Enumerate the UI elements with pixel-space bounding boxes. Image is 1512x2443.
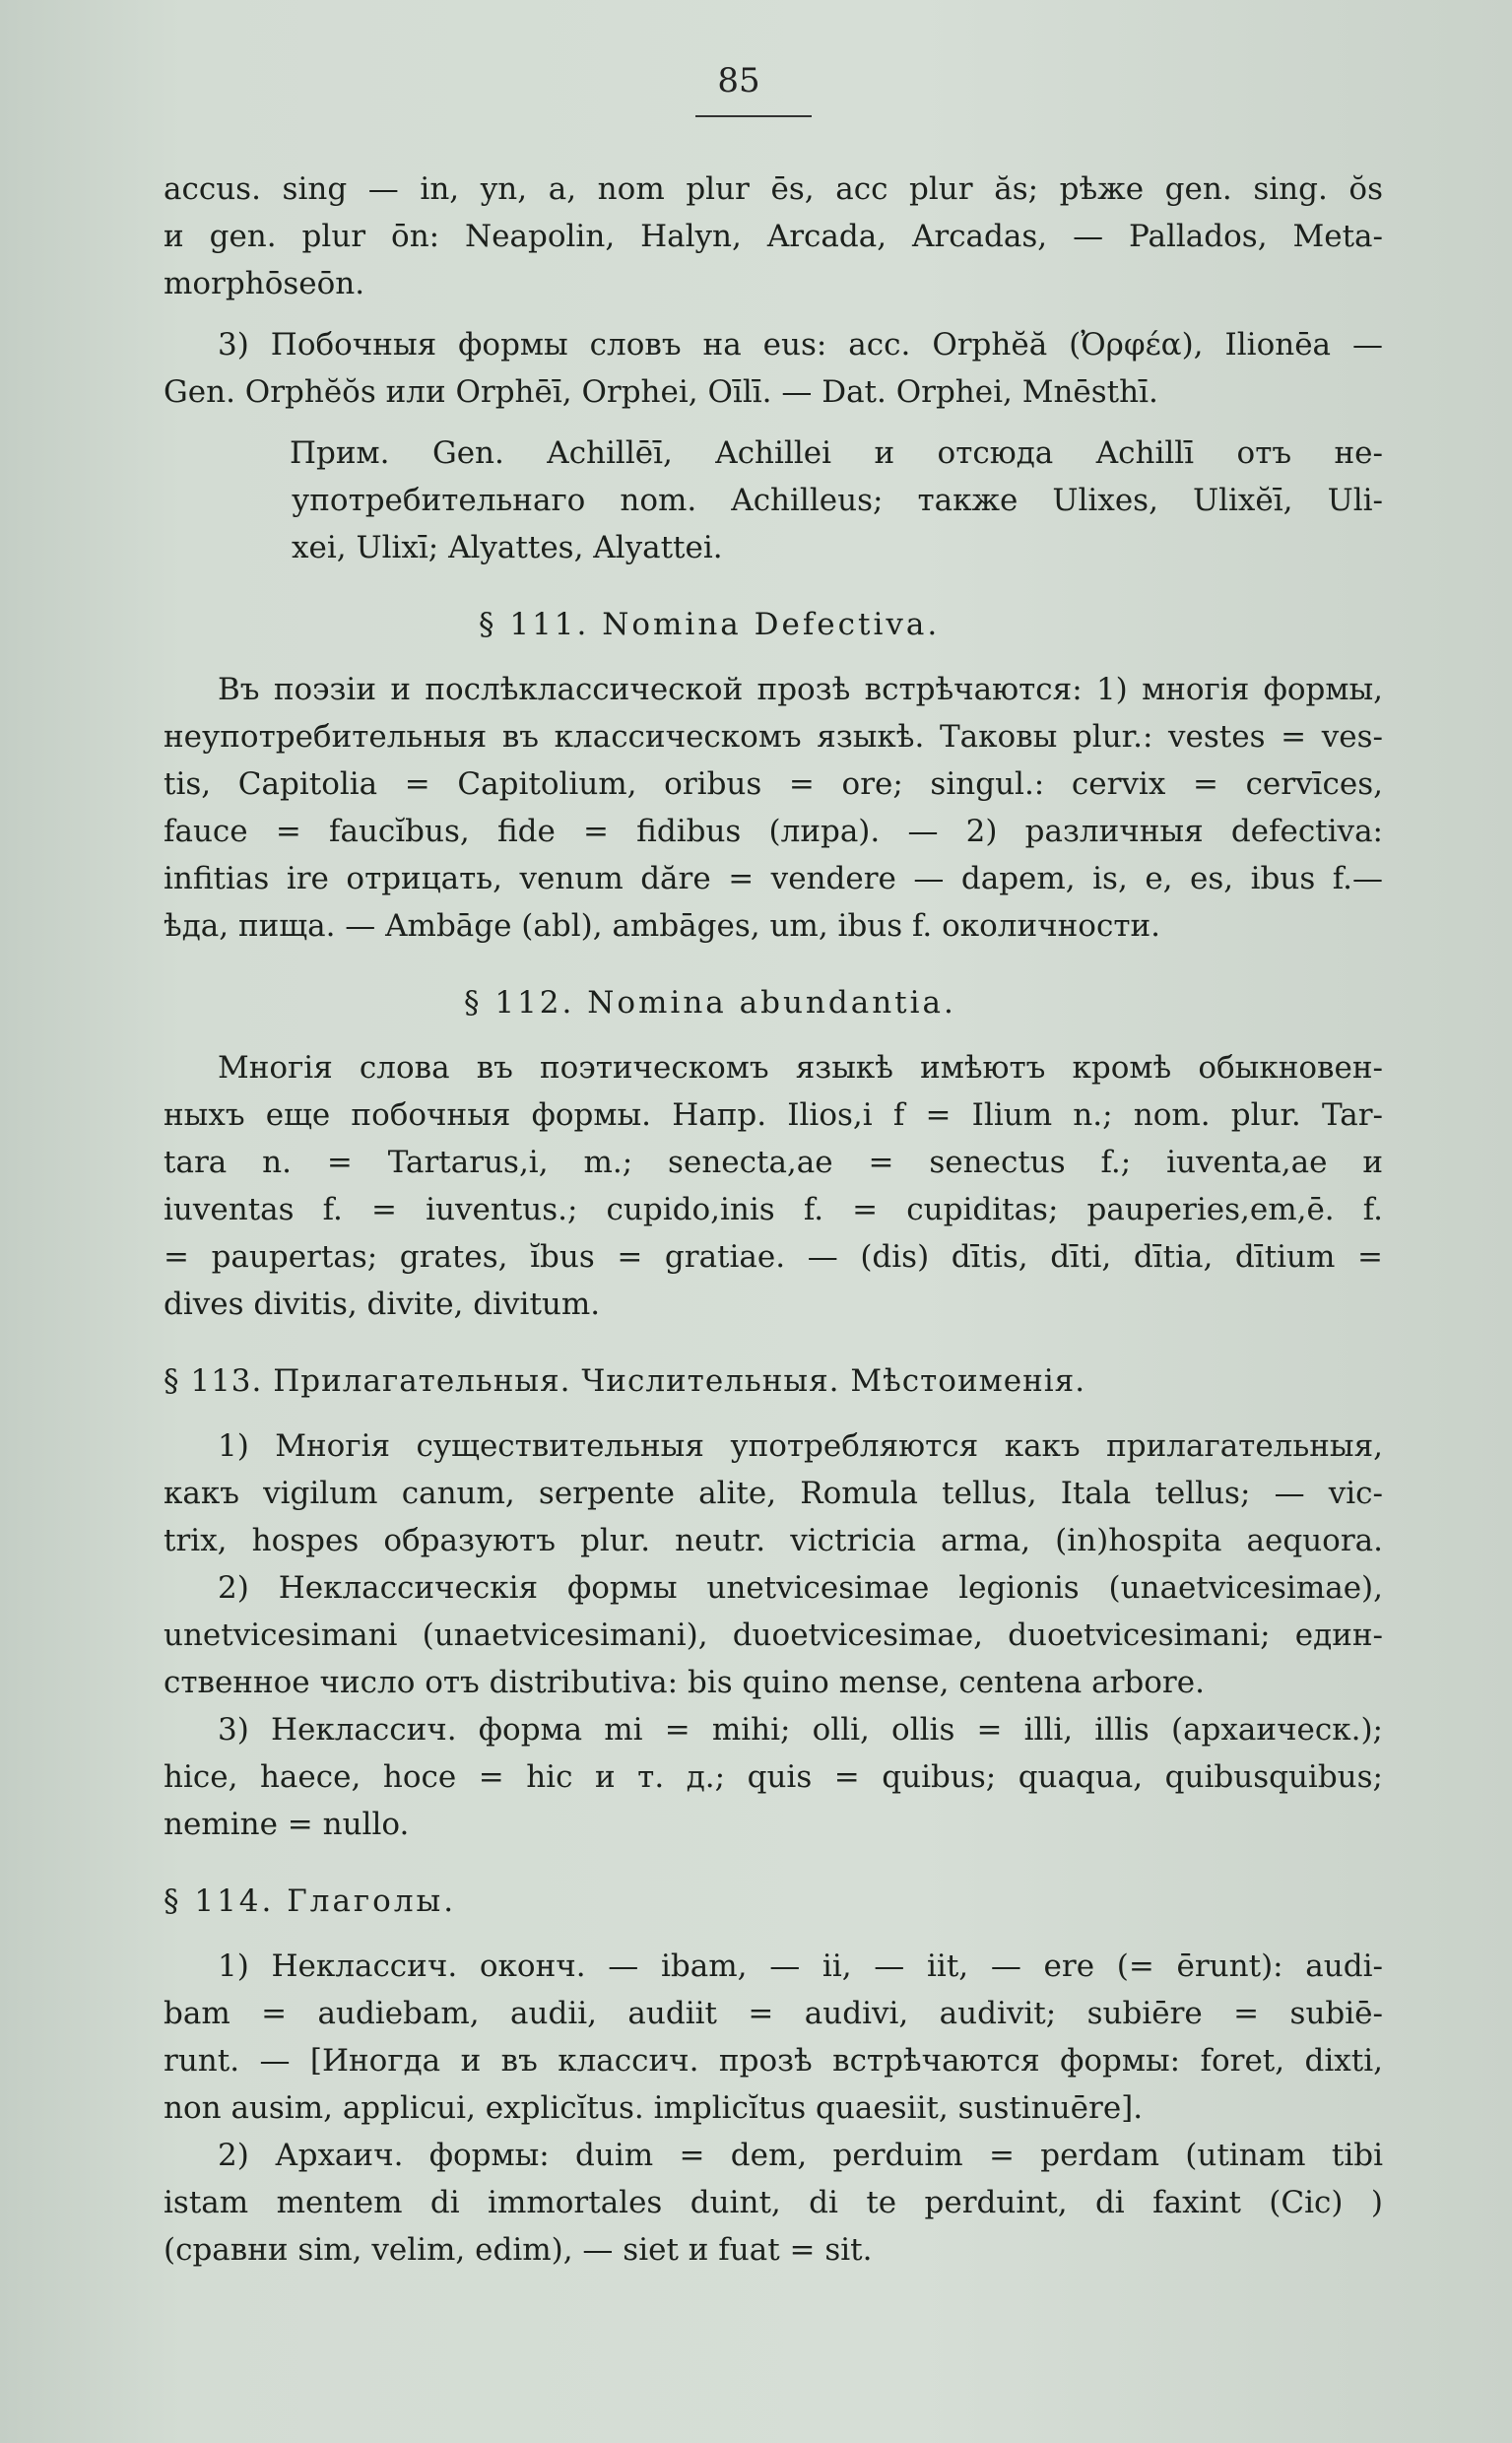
section-heading-113: § 113. Прилагательныя. Числительныя. Мѣстоименія.	[164, 1363, 1086, 1399]
text-line: morphōseōn.	[164, 266, 365, 301]
text-line: 3) Неклассич. форма mi = mihi; olli, ollis = illi, illis (архаическ.);	[218, 1712, 1383, 1748]
text-line: и gen. plur ōn: Neapolin, Halyn, Arcada, Arcadas, — Pallados, Meta-	[164, 219, 1383, 254]
text-line: Многія слова въ поэтическомъ языкѣ имѣютъ кромѣ обыкновен-	[218, 1050, 1383, 1086]
text-line: bam = audiebam, audii, audiit = audivi, audivit; subiēre = subiē-	[164, 1996, 1383, 2031]
text-line: 2) Архаич. формы: duim = dem, perduim = perdam (utinam tibi	[218, 2138, 1383, 2173]
note-line: употребительнаго nom. Achilleus; также Ulixes, Ulixĕī, Uli-	[292, 483, 1383, 518]
text-line: hice, haece, hoce = hic и т. д.; quis = quibus; quaqua, quibusquibus;	[164, 1759, 1383, 1795]
text-line: 1) Многія существительныя употребляются какъ прилагательныя,	[218, 1428, 1383, 1464]
text-line: accus. sing — in, yn, a, nom plur ēs, acc plur ăs; рѣже gen. sing. ŏs	[164, 171, 1383, 207]
note-line: Прим. Gen. Achillēī, Achillei и отсюда Achillī отъ не-	[290, 435, 1383, 471]
text-line: infitias ire отрицать, venum dăre = vendere — dapem, is, e, es, ibus f.—	[164, 861, 1383, 896]
text-line: nemine = nullo.	[164, 1807, 410, 1842]
text-line: trix, hospes образуютъ plur. neutr. victricia arma, (in)hospita aequora.	[164, 1523, 1383, 1558]
section-heading-114: § 114. Глаголы.	[164, 1883, 457, 1919]
text-line: ѣда, пища. — Ambāge (abl), ambāges, um, ibus f. околичности.	[164, 908, 1160, 944]
text-line: istam mentem di immortales duint, di te perduint, di faxint (Cic) )	[164, 2185, 1383, 2220]
text-line: 3) Побочныя формы словъ на eus: acc. Orphĕă (Ὀρφέα), Ilionēa —	[218, 327, 1383, 363]
text-line: неупотребительныя въ классическомъ языкѣ. Таковы plur.: vestes = ves-	[164, 719, 1383, 755]
text-line: dives divitis, divite, divitum.	[164, 1287, 601, 1322]
text-line: Gen. Orphĕŏs или Orphēī, Orphei, Oīlī. — Dat. Orphei, Mnēsthī.	[164, 374, 1158, 410]
section-heading-112: § 112. Nomina abundantia.	[464, 985, 956, 1021]
text-line: unetvicesimani (unaetvicesimani), duoetvicesimae, duoetvicesimani; един-	[164, 1618, 1383, 1653]
text-line: non ausim, applicui, explicĭtus. implicĭtus quaesiit, sustinuēre].	[164, 2090, 1144, 2126]
text-line: = paupertas; grates, ĭbus = gratiae. — (dis) dītis, dīti, dītia, dītium =	[164, 1239, 1383, 1275]
text-line: 2) Неклассическія формы unetvicesimae legionis (unaetvicesimae),	[218, 1570, 1383, 1606]
page-number-rule	[695, 115, 812, 117]
text-line: (сравни sim, velim, edim), — siet и fuat = sit.	[164, 2232, 873, 2268]
text-line: fauce = faucĭbus, fide = fidibus (лира). — 2) различныя defectiva:	[164, 814, 1383, 849]
text-line: ственное число отъ distributiva: bis quino mense, centena arbore.	[164, 1665, 1205, 1700]
text-line: какъ vigilum canum, serpente alite, Romula tellus, Itala tellus; — vic-	[164, 1476, 1383, 1511]
section-heading-111: § 111. Nomina Defectiva.	[479, 607, 941, 642]
text-line: tara n. = Tartarus,i, m.; senecta,ae = senectus f.; iuventa,ae и	[164, 1145, 1383, 1180]
page-text	[164, 165, 1383, 2274]
page-number: 85	[717, 61, 760, 100]
text-line: iuventas f. = iuventus.; cupido,inis f. = cupiditas; pauperies,em,ē. f.	[164, 1192, 1383, 1227]
note-line: xei, Ulixī; Alyattes, Alyattei.	[292, 530, 723, 565]
text-line: ныхъ еще побочныя формы. Напр. Ilios,i f = Ilium n.; nom. plur. Tar-	[164, 1097, 1383, 1133]
text-line: tis, Capitolia = Capitolium, oribus = ore; singul.: cervix = cervīces,	[164, 766, 1383, 802]
text-line: runt. — [Иногда и въ классич. прозѣ встрѣчаются формы: foret, dixti,	[164, 2043, 1383, 2079]
text-line: 1) Неклассич. оконч. — ibam, — ii, — iit, — ere (= ērunt): audi-	[218, 1948, 1383, 1984]
text-line: Въ поэзіи и послѣклассической прозѣ встрѣчаются: 1) многія формы,	[218, 672, 1383, 707]
